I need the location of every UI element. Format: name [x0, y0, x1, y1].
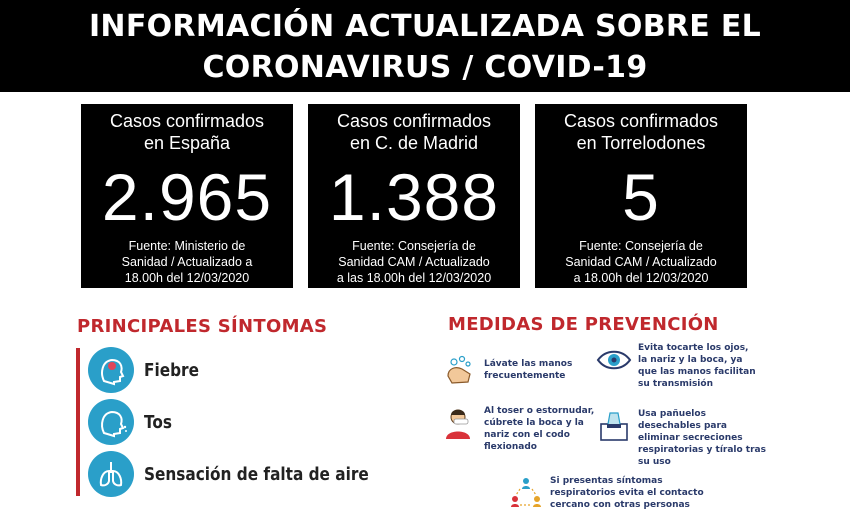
card-source-line: Sanidad CAM / Actualizado: [565, 255, 717, 269]
card-heading-line: en España: [143, 133, 231, 153]
prevention-line: respiratorios evita el contacto: [550, 488, 704, 498]
prevention-distance: [508, 475, 704, 511]
card-heading: [535, 104, 747, 154]
header-banner: [0, 0, 850, 92]
lungs-icon: [88, 451, 134, 497]
prevention-text: [638, 408, 766, 468]
prevention-line: que las manos facilitan: [638, 367, 756, 377]
card-torrelodones: [535, 104, 747, 288]
card-source-line: Fuente: Consejería de: [352, 239, 476, 253]
symptom-label: Fiebre: [144, 359, 199, 381]
case-count: 1.388: [328, 160, 500, 234]
prevention-text: [638, 342, 756, 390]
prevention-line: su transmisión: [638, 379, 713, 389]
prevention-text: [550, 475, 704, 511]
hand-wash-icon: [442, 352, 478, 388]
card-heading: [81, 104, 293, 154]
tissue-box-icon: [596, 408, 632, 444]
prevention-line: la nariz y la boca, ya: [638, 355, 743, 365]
prevention-tissues: [596, 408, 766, 468]
prevention-hand-wash: [442, 352, 572, 388]
case-count: 2.965: [101, 160, 273, 234]
symptom-fever: [88, 347, 209, 393]
prevention-avoid-touching: [596, 342, 756, 390]
symptom-label: Tos: [144, 411, 173, 433]
card-spain: [81, 104, 293, 288]
card-source-line: a las 18.00h del 12/03/2020: [336, 271, 492, 285]
prevention-line: desechables para: [638, 421, 727, 431]
card-heading-line: Casos confirmados: [109, 111, 265, 131]
card-source-line: Sanidad CAM / Actualizado: [338, 255, 490, 269]
card-source-line: Sanidad / Actualizado a: [121, 255, 253, 269]
symptom-label: Sensación de falta de aire: [144, 463, 369, 485]
prevention-line: Usa pañuelos: [638, 409, 706, 419]
prevention-cover-cough: [442, 405, 594, 453]
card-heading: [308, 104, 520, 154]
prevention-line: Al toser o estornudar,: [484, 406, 595, 416]
prevention-line: su uso: [638, 457, 671, 467]
prevention-line: Lávate las manos: [484, 359, 573, 369]
sneeze-icon: [442, 405, 478, 441]
case-count: 5: [622, 160, 660, 234]
prevention-title: MEDIDAS DE PREVENCIÓN: [448, 314, 719, 335]
card-source-line: Fuente: Ministerio de: [128, 239, 246, 253]
prevention-text: [484, 358, 572, 382]
card-source-line: 18.00h del 12/03/2020: [124, 271, 250, 285]
card-heading-line: Casos confirmados: [336, 111, 492, 131]
card-heading-line: Casos confirmados: [563, 111, 719, 131]
head-cough-icon: [88, 399, 134, 445]
prevention-line: Evita tocarte los ojos,: [638, 343, 749, 353]
banner-line-1: INFORMACIÓN ACTUALIZADA SOBRE EL: [88, 9, 762, 44]
eye-icon: [596, 342, 632, 378]
prevention-line: flexionado: [484, 442, 537, 452]
card-madrid: [308, 104, 520, 288]
card-source-line: Fuente: Consejería de: [579, 239, 703, 253]
card-source: [535, 238, 747, 286]
symptom-cough: [88, 399, 177, 445]
symptom-breathlessness: [88, 451, 408, 497]
symptoms-divider: [76, 348, 80, 496]
prevention-line: cercano con otras personas: [550, 500, 690, 510]
people-distance-icon: [508, 475, 544, 511]
symptoms-title: PRINCIPALES SÍNTOMAS: [77, 316, 328, 337]
prevention-line: respiratorias y tíralo tras: [638, 445, 766, 455]
card-source-line: a 18.00h del 12/03/2020: [573, 271, 709, 285]
card-source: [81, 238, 293, 286]
prevention-line: eliminar secreciones: [638, 433, 743, 443]
head-fever-icon: [88, 347, 134, 393]
prevention-line: cúbrete la boca y la: [484, 418, 584, 428]
card-heading-line: en Torrelodones: [576, 133, 706, 153]
banner-line-2: CORONAVIRUS / COVID-19: [202, 50, 648, 85]
prevention-line: frecuentemente: [484, 371, 566, 381]
prevention-line: nariz con el codo: [484, 430, 570, 440]
prevention-text: [484, 405, 594, 453]
card-heading-line: en C. de Madrid: [349, 133, 479, 153]
card-source: [308, 238, 520, 286]
prevention-line: Si presentas síntomas: [550, 476, 663, 486]
